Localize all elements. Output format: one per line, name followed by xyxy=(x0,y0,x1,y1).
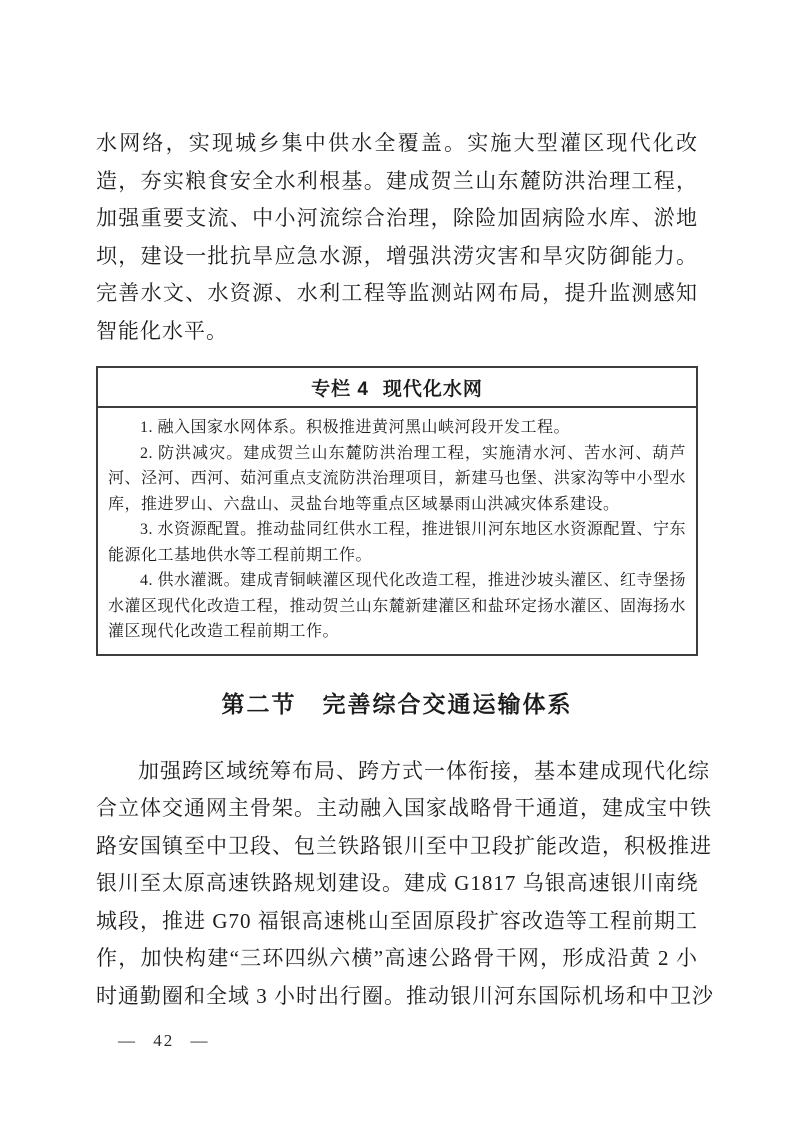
page-number: — 42 — xyxy=(118,1031,210,1050)
section-heading xyxy=(96,686,698,719)
text-line: 路安国镇至中卫段、包兰铁路银川至中卫段扩能改造，积极推进 xyxy=(96,833,712,858)
paragraph-water-network xyxy=(96,0,698,350)
text-line: 作，加快构建“三环四纵六横”高速公路骨干网，形成沿黄 2 小 xyxy=(96,946,698,970)
text-line: 完善水文、水资源、水利工程等监测站网布局，提升监测感知 xyxy=(96,281,698,305)
column-box-label: 专栏 4 xyxy=(311,379,369,400)
page-content xyxy=(96,0,714,1051)
text-line: 加强跨区域统筹布局、跨方式一体衔接，基本建成现代化综 xyxy=(138,758,710,783)
box-item-water-allocation: 3. 水资源配置。推动盐同红供水工程，推进银川河东地区水资源配置、宁东能源化工基地供水等工程前期工作。 xyxy=(108,521,686,564)
text-line: 坝，建设一批抗旱应急水源，增强洪涝灾害和旱灾防御能力。 xyxy=(96,243,698,268)
text-line: 智能化水平。 xyxy=(96,318,228,343)
column-box-modern-water-network xyxy=(96,366,698,656)
section-title: 完善综合交通运输体系 xyxy=(322,690,573,717)
text-line: 合立体交通网主骨架。主动融入国家战略骨干通道，建成宝中铁 xyxy=(96,796,712,820)
text-line: 城段，推进 G70 福银高速桃山至固原段扩容改造等工程前期工 xyxy=(96,908,698,933)
text-line: 造，夯实粮食安全水利根基。建成贺兰山东麓防洪治理工程， xyxy=(96,168,698,193)
text-line: 时通勤圈和全域 3 小时出行圈。推动银川河东国际机场和中卫沙 xyxy=(96,983,714,1008)
box-item-flood-control: 2. 防洪减灾。建成贺兰山东麓防洪治理工程，实施清水河、苦水河、葫芦河、泾河、西河、茹河重点支流防洪治理项目，新建马也堡、洪家沟等中小型水库，推进罗山、六盘山、灵盐台地等重点区域暴雨山洪减灾体系建设。 xyxy=(108,444,686,513)
column-box-header xyxy=(98,368,696,408)
box-item-irrigation: 4. 供水灌溉。建成青铜峡灌区现代化改造工程，推进沙坡头灌区、红寺堡扬水灌区现代化改造工程，推动贺兰山东麓新建灌区和盐环定扬水灌区、固海扬水灌区现代化改造工程前期工作。 xyxy=(108,572,686,640)
paragraph-transport-system xyxy=(96,753,714,1016)
page-footer xyxy=(96,1031,698,1051)
box-item-national-water-network: 1. 融入国家水网体系。积极推进黄河黑山峡河段开发工程。 xyxy=(140,419,571,436)
column-box-body xyxy=(98,408,696,654)
text-line: 加强重要支流、中小河流综合治理，除险加固病险水库、淤地 xyxy=(96,206,698,230)
section-number: 第二节 xyxy=(221,690,297,717)
text-line: 银川至太原高速铁路规划建设。建成 G1817 乌银高速银川南绕 xyxy=(96,871,699,895)
text-line: 水网络，实现城乡集中供水全覆盖。实施大型灌区现代化改 xyxy=(96,131,698,155)
column-box-title: 现代化水网 xyxy=(382,379,483,400)
